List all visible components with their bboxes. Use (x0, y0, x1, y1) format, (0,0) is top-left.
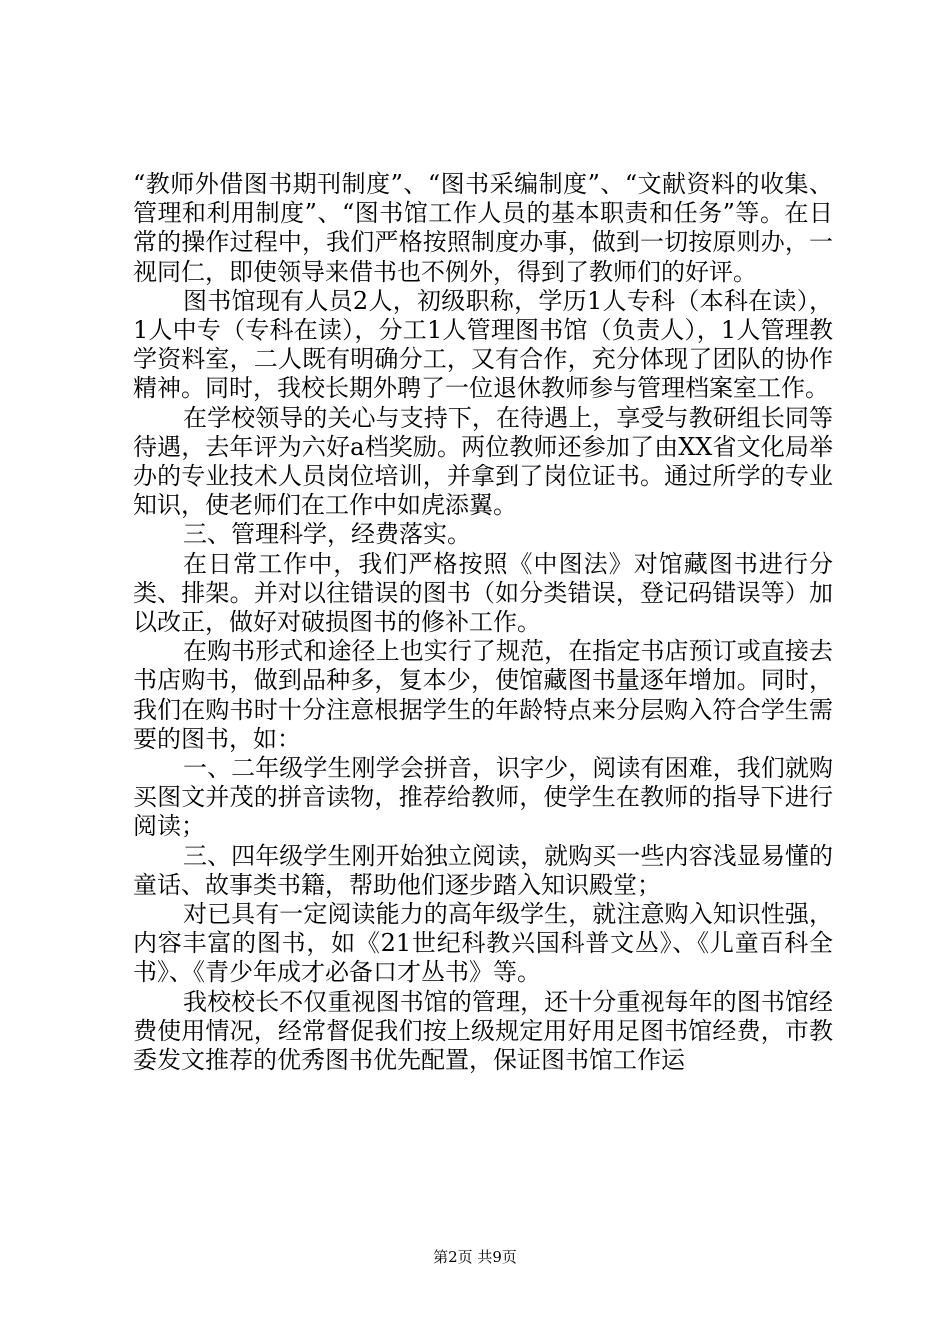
document-body (133, 170, 833, 1075)
paragraph-2: 图书馆现有人员2人，初级职称，学历1人专科（本科在读），1人中专（专科在读），分工1人管理图书馆（负责人），1人管理教学资料室，二人既有明确分工，又有合作，充分体现了团队的协作精神。同时，我校长期外聘了一位退休教师参与管理档案室工作。 (133, 286, 833, 403)
page-number: 第2页 共9页 (433, 1248, 517, 1266)
page-footer (0, 1247, 950, 1267)
paragraph-5: 在日常工作中，我们严格按照《中图法》对馆藏图书进行分类、排架。并对以往错误的图书（如分类错误，登记码错误等）加以改正，做好对破损图书的修补工作。 (133, 549, 833, 637)
section-heading-3: 三、管理科学，经费落实。 (183, 520, 471, 549)
paragraph-1: “教师外借图书期刊制度”、“图书采编制度”、“文献资料的收集、管理和利用制度”、“图书馆工作人员的基本职责和任务”等。在日常的操作过程中，我们严格按照制度办事，做到一切按原则办，一视同仁，即使领导来借书也不例外，得到了教师们的好评。 (133, 170, 833, 286)
paragraph-9: 对已具有一定阅读能力的高年级学生，就注意购入知识性强，内容丰富的图书，如《21世纪科教兴国科普文丛》、《儿童百科全书》、《青少年成才必备口才丛书》等。 (133, 900, 833, 987)
paragraph-3: 在学校领导的关心与支持下，在待遇上，享受与教研组长同等待遇，去年评为六好a档奖励。两位教师还参加了由XX省文化局举办的专业技术人员岗位培训，并拿到了岗位证书。通过所学的专业知识，使老师们在工作中如虎添翼。 (133, 403, 833, 520)
paragraph-6: 在购书形式和途径上也实行了规范，在指定书店预订或直接去书店购书，做到品种多，复本少，使馆藏图书量逐年增加。同时，我们在购书时十分注意根据学生的年龄特点来分层购入符合学生需要的图书，如： (133, 637, 833, 753)
paragraph-7: 一、二年级学生刚学会拼音，识字少，阅读有困难，我们就购买图文并茂的拼音读物，推荐给教师，使学生在教师的指导下进行阅读； (133, 754, 833, 841)
paragraph-10: 我校校长不仅重视图书馆的管理，还十分重视每年的图书馆经费使用情况，经常督促我们按上级规定用好用足图书馆经费，市教委发文推荐的优秀图书优先配置，保证图书馆工作运 (133, 987, 833, 1075)
paragraph-8: 三、四年级学生刚开始独立阅读，就购买一些内容浅显易懂的童话、故事类书籍，帮助他们逐步踏入知识殿堂； (133, 841, 833, 899)
